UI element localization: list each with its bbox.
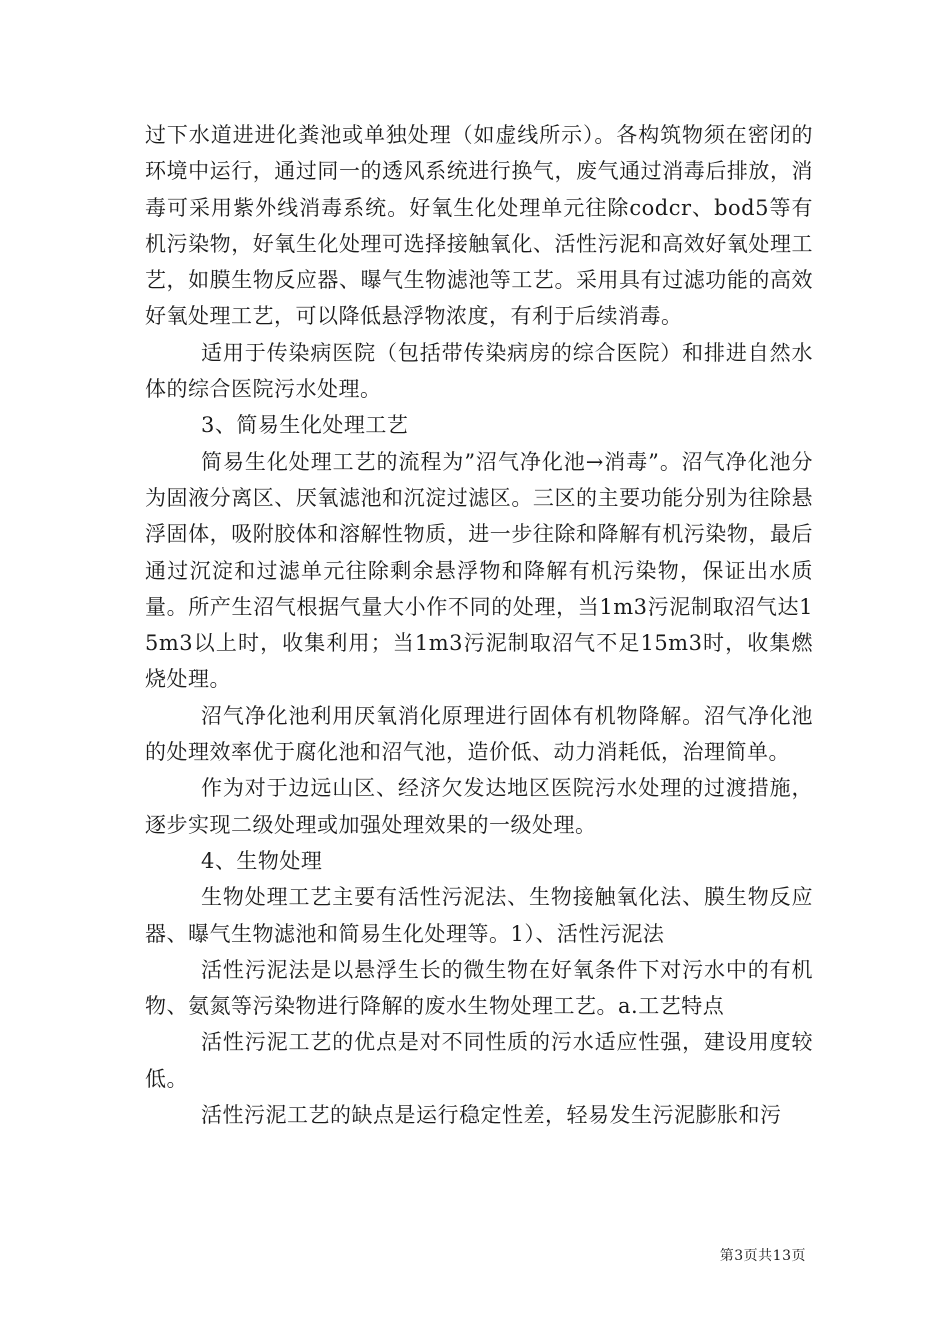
paragraph-4: 简易生化处理工艺的流程为”沼气净化池→消毒”。沼气净化池分为固液分离区、厌氧滤池和沉淀过滤区。三区的主要功能分别为往除悬浮固体，吸附胶体和溶解性物质，进一步往除和降解有机污染物，最后通过沉淀和过滤单元往除剩余悬浮物和降解有机污染物，保证出水质量。所产生沼气根据气量大小作不同的处理，当1m3污泥制取沼气达15m3以上时，收集利用；当1m3污泥制取沼气不足15m3时，收集燃烧处理。 xyxy=(145,449,813,692)
section-heading-4: 4、生物处理 xyxy=(201,848,323,873)
paragraph-11: 活性污泥工艺的缺点是运行稳定性差，轻易发生污泥膨胀和污 xyxy=(201,1103,782,1128)
paragraph-10: 活性污泥工艺的优点是对不同性质的污水适应性强，建设用度较低。 xyxy=(145,1030,813,1091)
paragraph-5: 沼气净化池利用厌氧消化原理进行固体有机物降解。沼气净化池的处理效率优于腐化池和沼气池，造价低、动力消耗低，治理简单。 xyxy=(145,703,813,765)
paragraph-1: 过下水道进进化粪池或单独处理（如虚线所示）。各构筑物须在密闭的环境中运行，通过同一的透风系统进行换气，废气通过消毒后排放，消毒可采用紫外线消毒系统。好氧生化处理单元往除codcr、bod5等有机污染物，好氧生化处理可选择接触氧化、活性污泥和高效好氧处理工艺，如膜生物反应器、曝气生物滤池等工艺。采用具有过滤功能的高效好氧处理工艺，可以降低悬浮物浓度，有利于后续消毒。 xyxy=(145,123,813,329)
paragraph-8: 生物处理工艺主要有活性污泥法、生物接触氧化法、膜生物反应器、曝气生物滤池和简易生化处理等。1）、活性污泥法 xyxy=(145,885,813,946)
paragraph-9: 活性污泥法是以悬浮生长的微生物在好氧条件下对污水中的有机物、氨氮等污染物进行降解的废水生物处理工艺。a.工艺特点 xyxy=(145,957,813,1019)
paragraph-2: 适用于传染病医院（包括带传染病房的综合医院）和排进自然水体的综合医院污水处理。 xyxy=(145,340,813,402)
page-number-footer: 第3页共13页 xyxy=(719,1248,806,1264)
section-heading-3: 3、简易生化处理工艺 xyxy=(201,413,409,438)
paragraph-6: 作为对于边远山区、经济欠发达地区医院污水处理的过渡措施，逐步实现二级处理或加强处理效果的一级处理。 xyxy=(145,776,813,837)
document-body xyxy=(145,117,813,1133)
